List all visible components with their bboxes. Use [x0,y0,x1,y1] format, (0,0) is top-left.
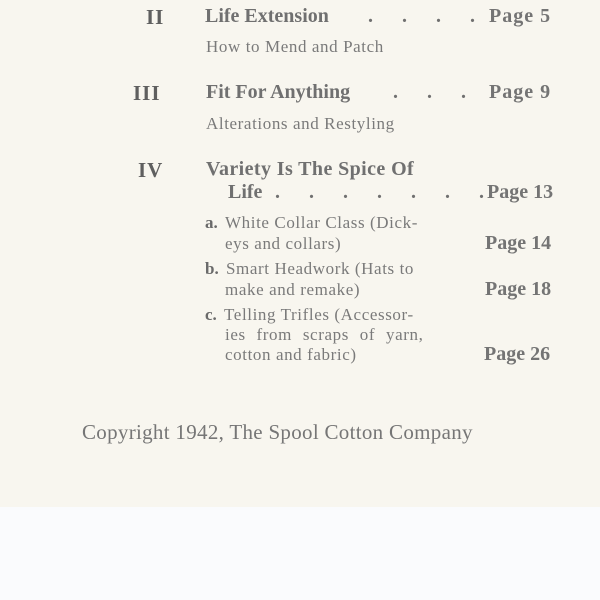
section-text-line1: Telling Trifles (Accessor- [224,305,414,324]
chapter-title: Life Extension [205,5,329,27]
leader-dots: . . . . [368,5,487,27]
background-surface [0,507,600,600]
chapter-title-line1: Variety Is The Spice Of [206,158,415,180]
leader-dots: . . . [393,81,478,103]
section-text-line1: White Collar Class (Dick- [225,213,418,232]
page-ref: Page 18 [485,278,552,300]
chapter-title: Fit For Anything [206,81,351,103]
section-letter: c. [205,305,217,324]
section-text-line1: Smart Headwork (Hats to [226,259,415,278]
section-letter: a. [205,213,218,232]
page-ref: Page 26 [484,343,551,365]
page-ref: Page 9 [489,81,552,103]
section-text-line2: ies from scraps of yarn, [225,325,424,344]
leader-dots: . . . . . . . [275,181,496,203]
section-letter: b. [205,259,219,278]
chapter-title-line2: Life [228,181,263,203]
page-ref: Page 14 [485,232,552,254]
chapter-numeral: III [133,81,161,105]
page-ref: Page 13 [487,181,554,203]
page-ref: Page 5 [489,5,552,27]
copyright-notice: Copyright 1942, The Spool Cotton Company [82,420,473,444]
chapter-numeral: IV [138,158,164,182]
section-text-line2: make and remake) [225,280,361,299]
chapter-subtitle: Alterations and Restyling [206,114,395,133]
section-text-line2: eys and collars) [225,234,342,253]
section-text-line3: cotton and fabric) [225,345,357,364]
chapter-subtitle: How to Mend and Patch [206,37,384,56]
chapter-numeral: II [146,5,165,29]
